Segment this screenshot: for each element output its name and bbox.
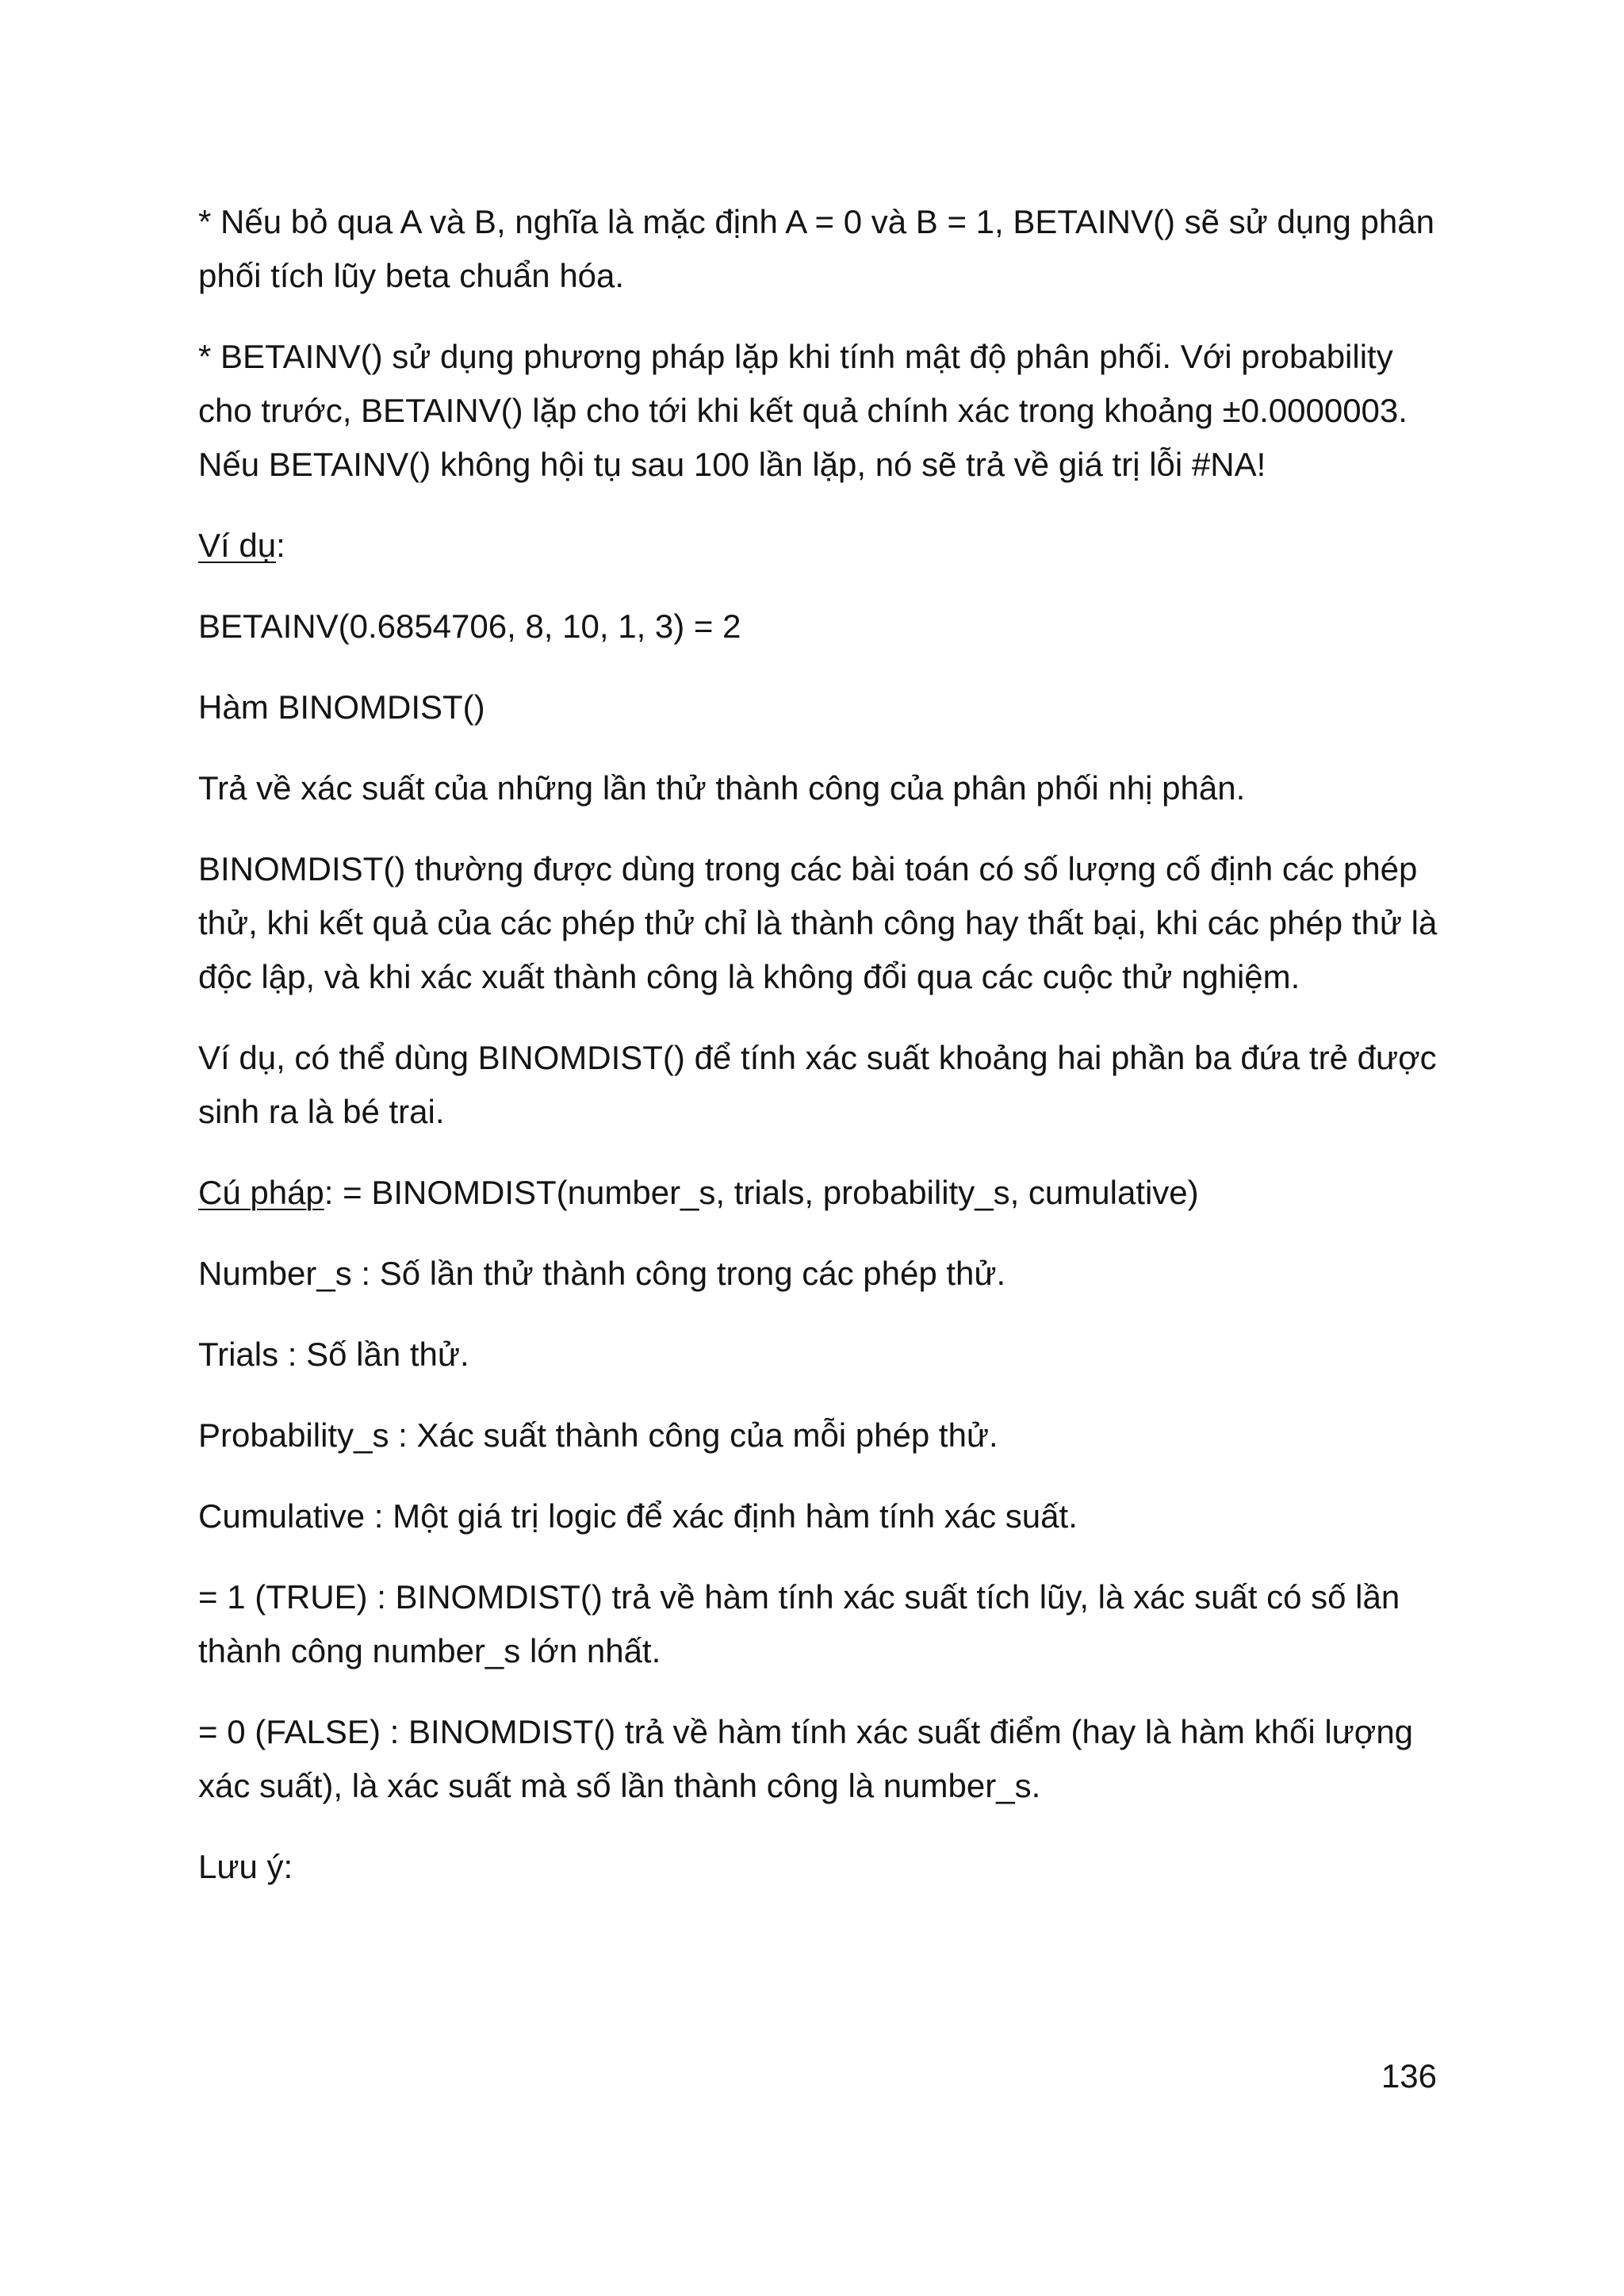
binomdist-example-text: Ví dụ, có thể dùng BINOMDIST() để tính xác suất khoảng hai phần ba đứa trẻ được sinh ra là bé trai. [198, 1039, 1437, 1130]
binomdist-heading: Hàm BINOMDIST() [198, 688, 485, 726]
param-probability-s: Probability_s : Xác suất thành công của mỗi phép thử. [198, 1416, 998, 1454]
param-trials: Trials : Số lần thử. [198, 1336, 469, 1373]
betainv-example: BETAINV(0.6854706, 8, 10, 1, 3) = 2 [198, 608, 741, 645]
page-content [198, 195, 1443, 1921]
syntax-text: : = BINOMDIST(number_s, trials, probability_s, cumulative) [324, 1174, 1199, 1211]
binomdist-description: Trả về xác suất của những lần thử thành công của phân phối nhị phân. [198, 769, 1246, 807]
paragraph-betainv-iteration: * BETAINV() sử dụng phương pháp lặp khi tính mật độ phân phối. Với probability cho trước, BETAINV() lặp cho tới khi kết quả chính xác trong khoảng ±0.0000003. Nếu BETAINV() không hội tụ sau 100 lần lặp, nó sẽ trả về giá trị lỗi #NA! [198, 338, 1408, 483]
example-label: Ví dụ [198, 527, 277, 564]
cumulative-true: = 1 (TRUE) : BINOMDIST() trả về hàm tính xác suất tích lũy, là xác suất có số lần thành công number_s lớn nhất. [198, 1578, 1400, 1669]
page-number: 136 [1381, 2057, 1437, 2095]
syntax-label: Cú pháp [198, 1174, 324, 1211]
syntax-line [198, 1166, 1443, 1220]
param-number-s: Number_s : Số lần thử thành công trong các phép thử. [198, 1255, 1006, 1292]
paragraph-betainv-defaults: * Nếu bỏ qua A và B, nghĩa là mặc định A = 0 và B = 1, BETAINV() sẽ sử dụng phân phối tích lũy beta chuẩn hóa. [198, 203, 1434, 294]
example-colon: : [276, 527, 285, 564]
binomdist-usage: BINOMDIST() thường được dùng trong các bài toán có số lượng cố định các phép thử, khi kết quả của các phép thử chỉ là thành công hay thất bại, khi các phép thử là độc lập, và khi xác xuất thành công là không đổi qua các cuộc thử nghiệm. [198, 850, 1438, 995]
param-cumulative: Cumulative : Một giá trị logic để xác định hàm tính xác suất. [198, 1497, 1078, 1535]
example-heading [198, 519, 1443, 573]
cumulative-false: = 0 (FALSE) : BINOMDIST() trả về hàm tính xác suất điểm (hay là hàm khối lượng xác suất), là xác suất mà số lần thành công là number_s. [198, 1713, 1414, 1804]
note-heading: Lưu ý: [198, 1848, 293, 1885]
